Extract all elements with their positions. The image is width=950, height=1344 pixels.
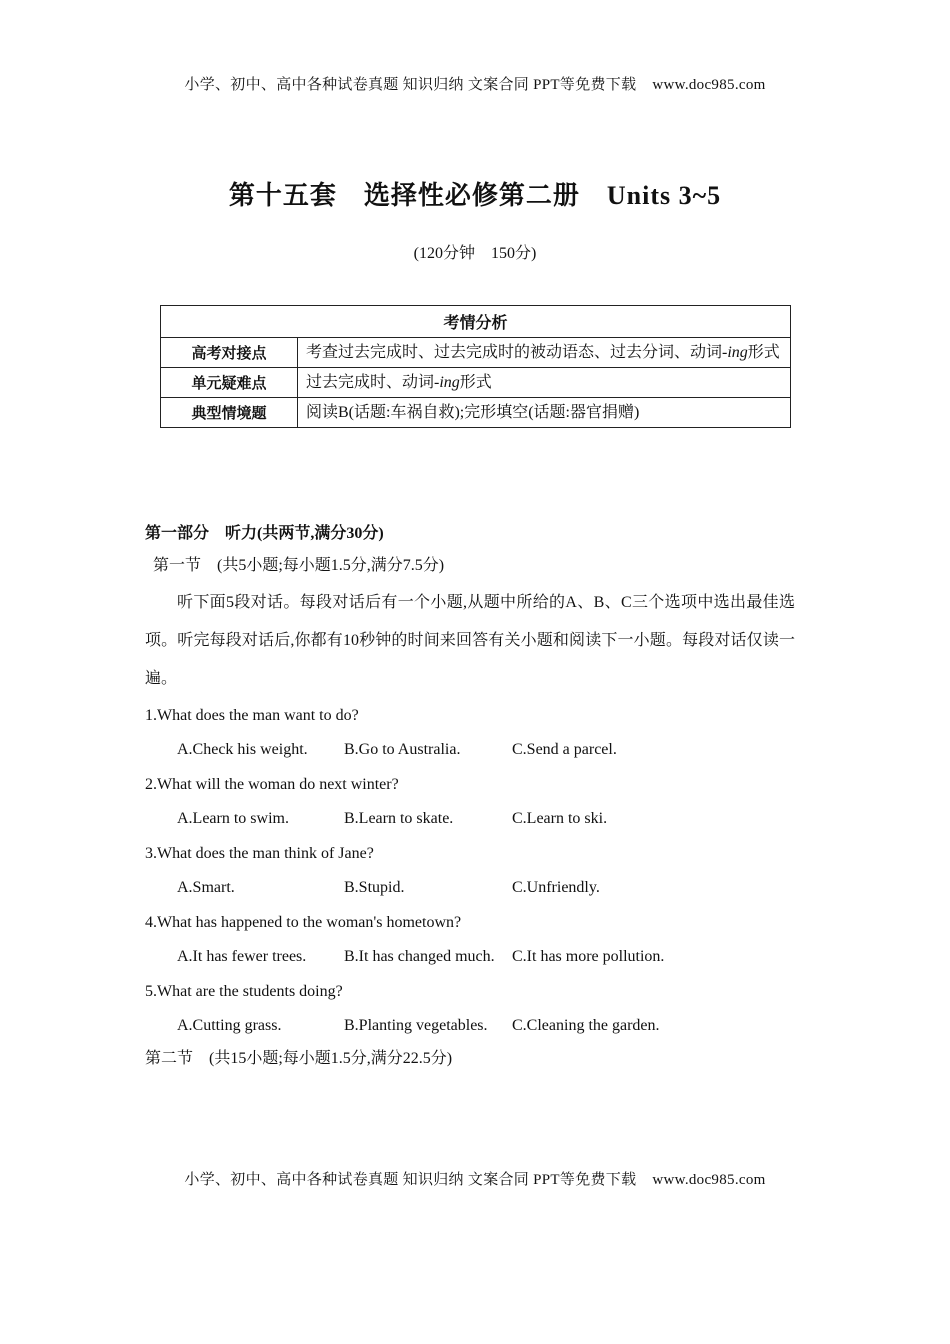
analysis-key: 典型情境题 — [161, 398, 298, 428]
question-options — [145, 733, 795, 767]
question-options — [145, 1009, 795, 1043]
question: 3.What does the man think of Jane? — [145, 845, 374, 862]
question: 1.What does the man want to do? — [145, 707, 359, 724]
option-a: A.Learn to swim. — [177, 810, 289, 827]
option-b: B.It has changed much. — [344, 948, 495, 965]
analysis-value — [298, 398, 791, 428]
header-site-link[interactable]: www.doc985.com — [652, 77, 766, 93]
analysis-key: 单元疑难点 — [161, 368, 298, 398]
page-header — [0, 73, 950, 94]
option-c: C.Unfriendly. — [512, 879, 600, 896]
analysis-value — [298, 368, 791, 398]
option-c: C.It has more pollution. — [512, 948, 665, 965]
option-a: A.Check his weight. — [177, 741, 308, 758]
analysis-row — [161, 398, 791, 428]
analysis-value-italic: ing — [727, 343, 748, 361]
analysis-value-text: 过去完成时、动词- — [306, 373, 440, 391]
analysis-row — [161, 368, 791, 398]
page-subtitle: (120分钟 150分) — [413, 245, 537, 262]
footer-site-link[interactable]: www.doc985.com — [652, 1172, 766, 1188]
option-a: A.It has fewer trees. — [177, 948, 307, 965]
analysis-key: 高考对接点 — [161, 338, 298, 368]
footer-text: 小学、初中、高中各种试卷真题 知识归纳 文案合同 PPT等免费下载 — [184, 1172, 637, 1188]
analysis-row — [161, 338, 791, 368]
analysis-value-text: 形式 — [459, 373, 492, 391]
part1-title: 第一部分 听力(共两节,满分30分) — [145, 525, 384, 542]
page-title: 第十五套 选择性必修第二册 Units 3~5 — [228, 181, 722, 210]
option-b: B.Planting vegetables. — [344, 1017, 488, 1034]
option-b: B.Go to Australia. — [344, 741, 461, 758]
analysis-table — [160, 305, 791, 428]
analysis-heading: 考情分析 — [161, 306, 791, 338]
option-a: A.Smart. — [177, 879, 235, 896]
option-a: A.Cutting grass. — [177, 1017, 282, 1034]
header-text: 小学、初中、高中各种试卷真题 知识归纳 文案合同 PPT等免费下载 — [184, 77, 637, 93]
question-options — [145, 940, 795, 974]
exam-content — [145, 518, 795, 1075]
option-b: B.Stupid. — [344, 879, 405, 896]
option-b: B.Learn to skate. — [344, 810, 454, 827]
question: 5.What are the students doing? — [145, 983, 343, 1000]
option-c: C.Learn to ski. — [512, 810, 608, 827]
section2-title: 第二节 (共15小题;每小题1.5分,满分22.5分) — [145, 1050, 453, 1067]
analysis-value-italic: ing — [439, 373, 460, 391]
listening-instructions: 听下面5段对话。每段对话后有一个小题,从题中所给的A、B、C三个选项中选出最佳选项。听完每段对话后,你都有10秒钟的时间来回答有关小题和阅读下一小题。每段对话仅读一遍。 — [145, 594, 795, 687]
question-options — [145, 871, 795, 905]
analysis-value — [298, 338, 791, 368]
question: 4.What has happened to the woman's hometown? — [145, 914, 462, 931]
analysis-heading-row — [161, 306, 791, 338]
analysis-value-text: 阅读B(话题:车祸自救);完形填空(话题:器官捐赠) — [306, 403, 640, 421]
analysis-value-text: 考查过去完成时、过去完成时的被动语态、过去分词、动词- — [306, 343, 728, 361]
option-c: C.Send a parcel. — [512, 741, 617, 758]
section1-title: 第一节 (共5小题;每小题1.5分,满分7.5分) — [153, 557, 445, 574]
analysis-value-text: 形式 — [747, 343, 780, 361]
question: 2.What will the woman do next winter? — [145, 776, 399, 793]
page-footer — [0, 1168, 950, 1189]
option-c: C.Cleaning the garden. — [512, 1017, 660, 1034]
question-options — [145, 802, 795, 836]
